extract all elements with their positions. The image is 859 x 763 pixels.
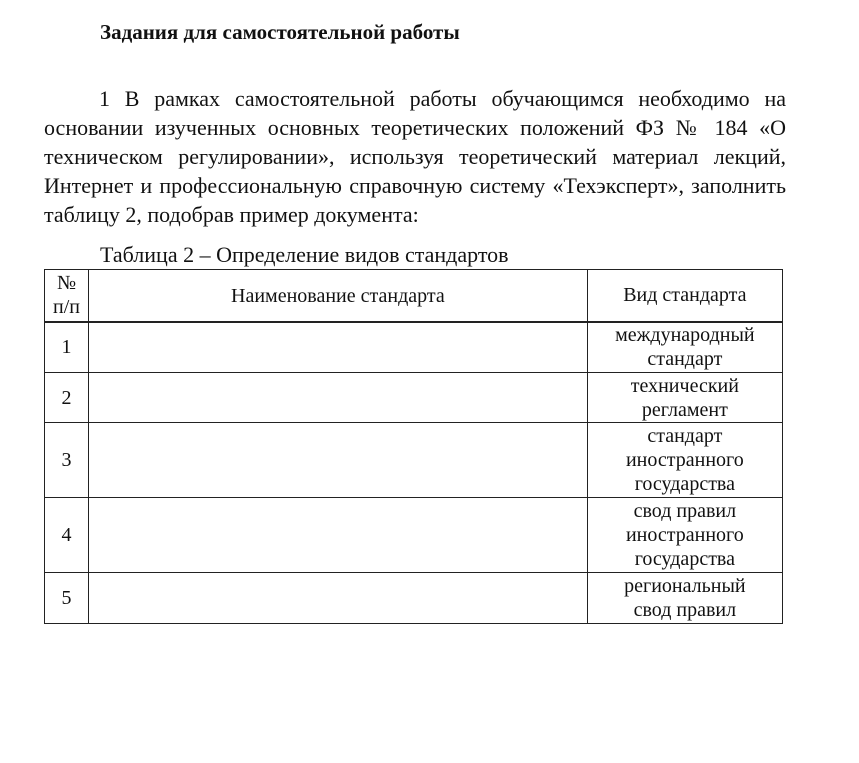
table-row — [45, 423, 783, 498]
header-number-symbol: № — [56, 272, 77, 295]
header-number — [45, 270, 89, 322]
table-row — [45, 498, 783, 573]
standard-type-line: технический — [630, 374, 739, 397]
page-heading: Задания для самостоятельной работы — [100, 20, 460, 44]
standard-type-line: стандарт — [647, 348, 723, 371]
standard-type-line: государства — [634, 473, 735, 495]
standard-name-cell[interactable] — [89, 423, 588, 498]
standard-type-line: международный — [615, 324, 755, 347]
standard-name-cell[interactable] — [89, 322, 588, 373]
row-number: 1 — [45, 322, 89, 373]
row-number: 2 — [45, 373, 89, 423]
header-number-abbrev: п/п — [53, 296, 80, 319]
table-row — [45, 573, 783, 624]
standard-type-cell — [587, 423, 782, 498]
standards-table — [44, 269, 783, 624]
standard-type-cell — [587, 322, 782, 373]
task-paragraph: 1 В рамках самостоятельной работы обучающимся необходимо на основании изученных основных теоретических положений ФЗ № 184 «О техническом регулировании», используя теоретический материал лекций, Интернет и профессиональную справочную систему «Техэксперт», заполнить таблицу 2, подобрав пример документа: — [44, 86, 786, 227]
standard-type-line: иностранного — [625, 524, 744, 546]
standard-type-line: государства — [634, 548, 735, 570]
standard-name-cell[interactable] — [89, 373, 588, 423]
standard-type-line: свод правил — [633, 500, 737, 522]
standard-type-cell — [587, 573, 782, 624]
header-standard-name: Наименование стандарта — [89, 270, 588, 322]
standard-type-line: региональный — [624, 575, 746, 597]
standard-type-line: свод правил — [633, 599, 737, 621]
table-row — [45, 322, 783, 373]
standard-type-cell — [587, 498, 782, 573]
table-caption: Таблица 2 – Определение видов стандартов — [100, 242, 509, 267]
standard-type-cell — [587, 373, 782, 423]
row-number: 4 — [45, 498, 89, 573]
row-number: 3 — [45, 423, 89, 498]
table-header-row — [45, 270, 783, 322]
header-standard-type: Вид стандарта — [587, 270, 782, 322]
standard-type-line: иностранного — [625, 449, 744, 471]
standard-type-line: регламент — [641, 398, 728, 421]
table-row — [45, 373, 783, 423]
row-number: 5 — [45, 573, 89, 624]
standard-name-cell[interactable] — [89, 573, 588, 624]
standard-name-cell[interactable] — [89, 498, 588, 573]
standard-type-line: стандарт — [647, 425, 723, 447]
